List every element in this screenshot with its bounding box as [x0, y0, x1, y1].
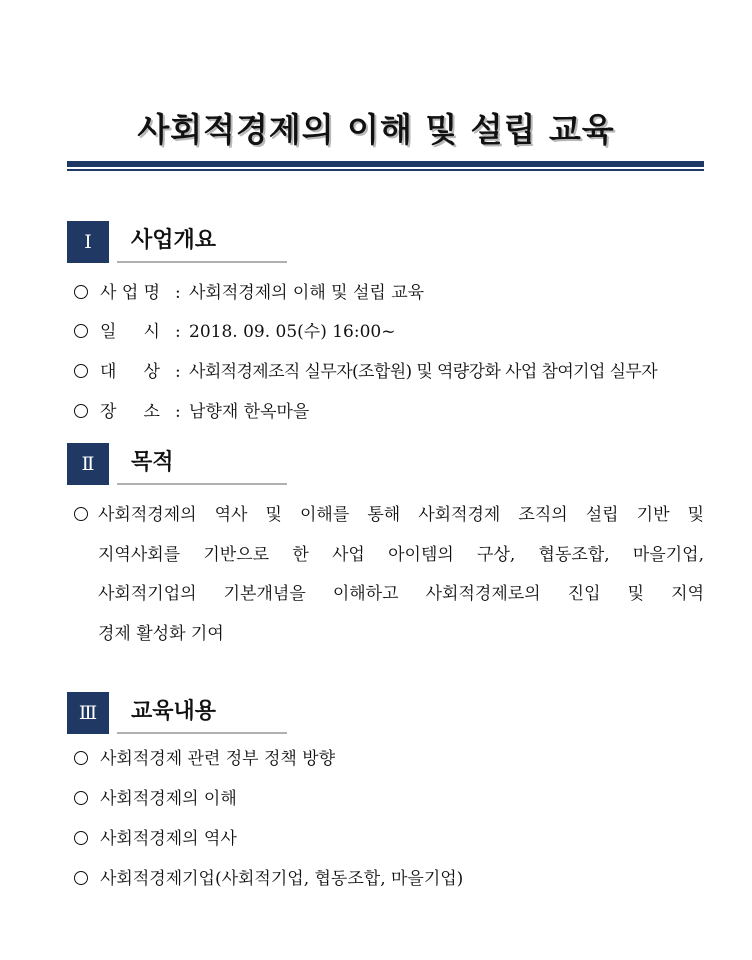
circle-bullet-icon — [74, 751, 88, 765]
overview-value: 사회적경제의 이해 및 설립 교육 — [189, 283, 425, 303]
overview-label: 장 소 — [100, 402, 160, 422]
circle-bullet-icon — [74, 791, 88, 805]
overview-item-target: 대 상 : 사회적경제조직 실무자(조합원) 및 역량강화 사업 참여기업 실무자 — [74, 360, 657, 384]
overview-label: 일 시 — [100, 322, 160, 342]
overview-value: 2018. 09. 05(수) 16:00~ — [189, 322, 396, 342]
section-2-number: Ⅱ — [67, 443, 109, 485]
section-2-title: 목적 — [131, 450, 174, 475]
content-item — [74, 787, 237, 811]
circle-bullet-icon — [74, 871, 88, 885]
content-item-text: 사회적경제의 역사 — [100, 829, 237, 849]
content-item — [74, 827, 237, 851]
content-item-text: 사회적경제기업(사회적기업, 협동조합, 마을기업) — [100, 869, 464, 889]
overview-item-place: 장 소 : 남향재 한옥마을 — [74, 400, 309, 424]
title-rule-thick — [67, 161, 704, 167]
overview-item-date: 일 시 : 2018. 09. 05(수) 16:00~ — [74, 320, 395, 344]
purpose-line-4: 경제 활성화 기여 — [98, 624, 224, 644]
circle-bullet-icon — [74, 404, 88, 418]
content-item — [74, 867, 463, 891]
document-title: 사회적경제의 이해 및 설립 교육 — [137, 110, 615, 149]
content-item-text: 사회적경제의 이해 — [100, 789, 237, 809]
section-2-header — [67, 443, 297, 485]
purpose-line-1: 사회적경제의 역사 및 이해를 통해 사회적경제 조직의 설립 기반 및 — [98, 505, 704, 525]
circle-bullet-icon — [74, 831, 88, 845]
section-3-header — [67, 692, 297, 734]
overview-label: 사 업 명 — [100, 283, 161, 303]
overview-label: 대 상 — [100, 362, 160, 382]
content-item — [74, 747, 335, 771]
circle-bullet-icon — [74, 324, 88, 338]
overview-value: 사회적경제조직 실무자(조합원) 및 역량강화 사업 참여기업 실무자 — [189, 362, 658, 382]
content-item-text: 사회적경제 관련 정부 정책 방향 — [100, 749, 336, 769]
circle-bullet-icon — [74, 285, 88, 299]
section-1-title: 사업개요 — [131, 228, 217, 253]
section-3-number: Ⅲ — [67, 692, 109, 734]
circle-bullet-icon — [74, 507, 88, 521]
section-3-title: 교육내용 — [131, 699, 217, 724]
section-1-underline — [117, 261, 287, 263]
title-rule-thin — [67, 169, 704, 171]
section-1-number: Ⅰ — [67, 221, 109, 263]
section-3-underline — [117, 732, 287, 734]
overview-value: 남향재 한옥마을 — [189, 402, 310, 422]
circle-bullet-icon — [74, 364, 88, 378]
purpose-line-2: 지역사회를 기반으로 한 사업 아이템의 구상, 협동조합, 마을기업, — [98, 545, 704, 565]
section-2-underline — [117, 483, 287, 485]
purpose-line-3: 사회적기업의 기본개념을 이해하고 사회적경제로의 진입 및 지역 — [98, 584, 704, 604]
purpose-bullet — [74, 503, 100, 527]
overview-item-name: 사 업 명 : 사회적경제의 이해 및 설립 교육 — [74, 281, 424, 305]
section-1-header — [67, 221, 297, 263]
